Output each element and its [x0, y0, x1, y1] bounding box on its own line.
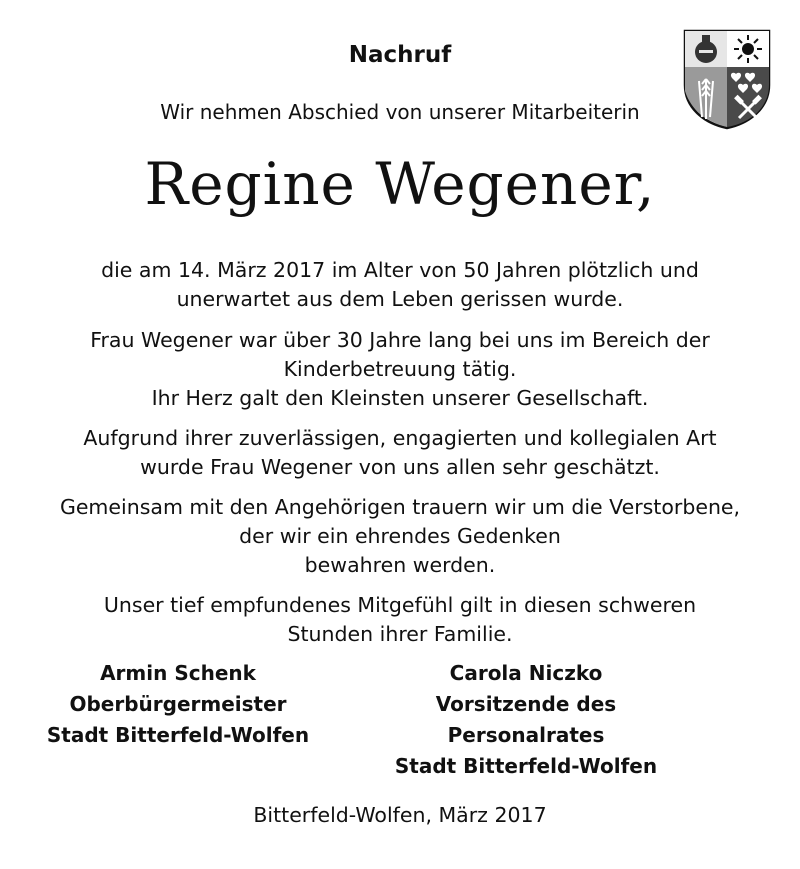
signatory-name: Armin Schenk: [100, 661, 256, 685]
notice-heading: Nachruf: [348, 42, 452, 68]
text-line: der wir ein ehrendes Gedenken: [239, 524, 561, 548]
signatory-title: Vorsitzende des Personalrates: [435, 692, 617, 747]
signature-block-mayor: [8, 658, 348, 751]
text-line: Kinderbetreuung tätig.: [283, 357, 517, 381]
signatory-organisation: Stadt Bitterfeld-Wolfen: [394, 754, 658, 778]
text-line: bewahren werden.: [304, 553, 496, 577]
text-line: die am 14. März 2017 im Alter von 50 Jahren plötzlich und: [101, 258, 699, 282]
intro-text: Wir nehmen Abschied von unserer Mitarbeiterin: [160, 100, 640, 124]
place-date: Bitterfeld-Wolfen, März 2017: [253, 803, 547, 827]
signatory-organisation: Stadt Bitterfeld-Wolfen: [46, 723, 310, 747]
text-line: wurde Frau Wegener von uns allen sehr geschätzt.: [140, 455, 660, 479]
deceased-name: Regine Wegener,: [144, 150, 656, 218]
text-line: Unser tief empfundenes Mitgefühl gilt in diesen schweren: [103, 593, 697, 617]
signatory-title: Oberbürgermeister: [69, 692, 287, 716]
text-line: Ihr Herz galt den Kleinsten unserer Gesellschaft.: [151, 386, 649, 410]
signature-block-staff-council: [356, 658, 696, 782]
signatory-name: Carola Niczko: [449, 661, 603, 685]
text-line: unerwartet aus dem Leben gerissen wurde.: [176, 287, 624, 311]
text-line: Aufgrund ihrer zuverlässigen, engagierten und kollegialen Art: [83, 426, 717, 450]
text-line: Frau Wegener war über 30 Jahre lang bei uns im Bereich der: [90, 328, 710, 352]
text-line: Stunden ihrer Familie.: [287, 622, 513, 646]
text-line: Gemeinsam mit den Angehörigen trauern wir um die Verstorbene,: [59, 495, 741, 519]
